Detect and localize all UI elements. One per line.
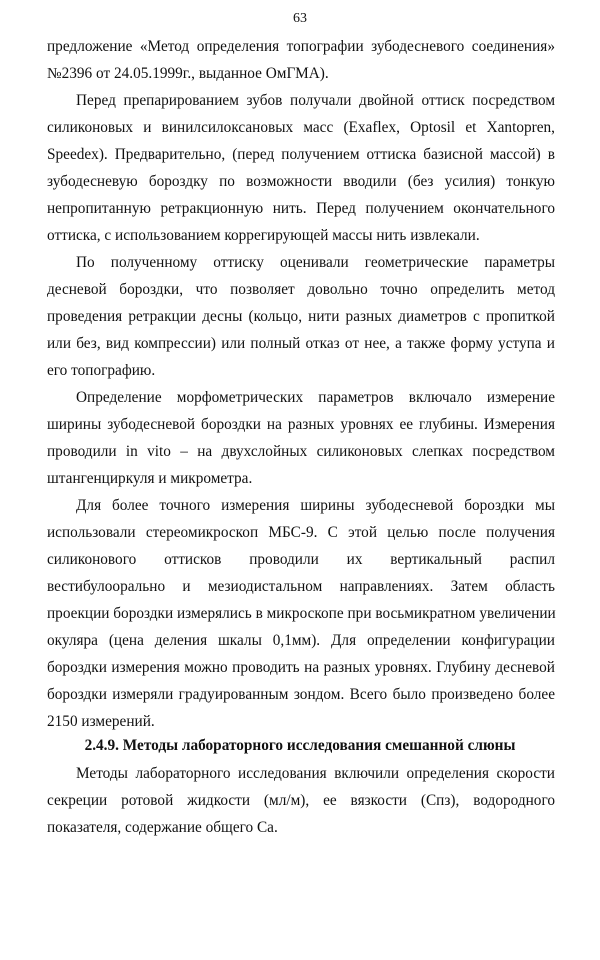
text-line: использовали стереомикроскоп МБС-9. С этой целью после получения xyxy=(47,524,555,541)
text-line: окуляра (цена деления шкалы 0,1мм). Для определении конфигурации xyxy=(47,632,555,649)
text-line: ширины зубодесневой бороздки на разных уровнях ее глубины. Измерения xyxy=(47,416,555,433)
text-line: силиконовых и винилсилоксановых масс (Exaflex, Optosil et Xantopren, xyxy=(47,119,555,136)
text-line: предложение «Метод определения топографии зубодесневого соединения» xyxy=(47,38,555,55)
text-line: проекции бороздки измерялись в микроскопе при восьмикратном увеличении xyxy=(47,605,556,622)
text-line: непропитанную ретракционную нить. Перед получением окончательного xyxy=(47,200,555,217)
text-line: показателя, содержание общего Са. xyxy=(47,819,278,836)
text-line: Speedex). Предварительно, (перед получением оттиска базисной массой) в xyxy=(47,146,555,163)
text-line: проводили in vito – на двухслойных силиконовых слепках посредством xyxy=(47,443,555,460)
text-line: Для более точного измерения ширины зубодесневой бороздки мы xyxy=(76,497,555,514)
text-line: Определение морфометрических параметров включало измерение xyxy=(76,389,555,406)
text-line: проведения ретракции десны (кольцо, нити разных диаметров с пропиткой xyxy=(47,308,555,325)
text-line: бороздки измерения можно проводить на разных уровнях. Глубину десневой xyxy=(47,659,555,676)
text-line: бороздки измеряли градуированным зондом. Всего было произведено более xyxy=(47,686,555,703)
text-line: штангенциркуля и микрометра. xyxy=(47,470,253,487)
text-line: Методы лабораторного исследования включили определения скорости xyxy=(76,765,555,782)
text-line: или без, вид компрессии) или полный отказ от нее, а также форму уступа и xyxy=(47,335,555,352)
text-line: По полученному оттиску оценивали геометрические параметры xyxy=(76,254,555,271)
text-line: Перед препарированием зубов получали двойной оттиск посредством xyxy=(76,92,555,109)
page-number: 63 xyxy=(293,11,307,26)
text-line: десневой бороздки, что позволяет довольно точно определить метод xyxy=(47,281,555,298)
text-line: силиконового оттисков проводили их вертикальный распил xyxy=(47,551,555,568)
text-line: зубодесневую бороздку по возможности вводили (без усилия) тонкую xyxy=(47,173,555,190)
text-line: 2150 измерений. xyxy=(47,713,155,730)
section-heading: 2.4.9. Методы лабораторного исследования смешанной слюны xyxy=(84,737,516,754)
text-line: оттиска, с использованием коррегирующей массы нить извлекали. xyxy=(47,227,480,244)
text-line: секреции ротовой жидкости (мл/м), ее вязкости (Спз), водородного xyxy=(47,792,555,809)
text-line: №2396 от 24.05.1999г., выданное ОмГМА). xyxy=(47,65,329,82)
text-line: его топографию. xyxy=(47,362,156,379)
text-line: вестибулоорально и мезиодистальном направлениях. Затем область xyxy=(47,578,555,595)
